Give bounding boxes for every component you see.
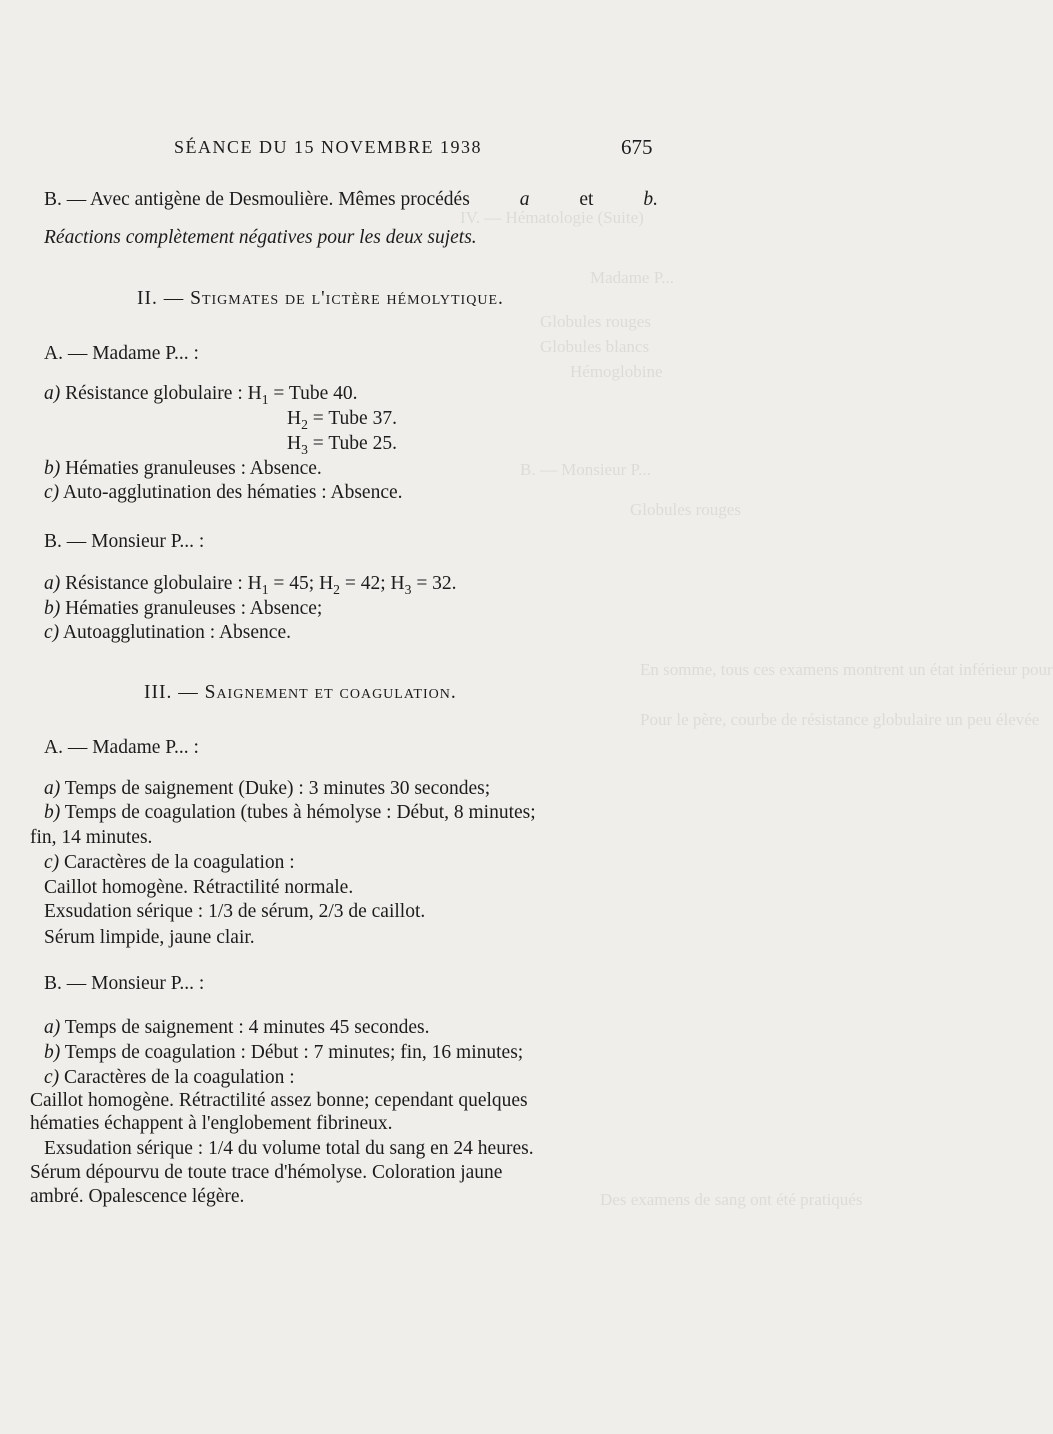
paragraph-line: Sérum dépourvu de toute trace d'hémolyse. Coloration jaune — [30, 1162, 503, 1183]
item-text: = Tube 40. — [268, 383, 358, 404]
paragraph-line: Sérum limpide, jaune clair. — [44, 927, 255, 948]
paragraph-line: Réactions complètement négatives pour les deux sujets. — [44, 227, 477, 248]
item-text: Caractères de la coagulation : — [64, 852, 295, 873]
list-item — [44, 1067, 295, 1089]
subscript: 1 — [261, 391, 269, 407]
item-label: c) — [44, 482, 60, 503]
paragraph-line: hématies échappent à l'englobement fibrineux. — [30, 1113, 393, 1134]
subscript: 3 — [301, 441, 308, 457]
list-item — [44, 383, 358, 405]
subject-heading: B. — Monsieur P... : — [44, 973, 205, 994]
subscript: 1 — [261, 581, 269, 597]
item-text: = 45; H — [268, 573, 334, 594]
item-text: H — [287, 408, 302, 429]
item-label: b) — [44, 802, 61, 823]
paragraph-line: Caillot homogène. Rétractilité normale. — [44, 877, 354, 898]
list-item — [44, 482, 403, 504]
subject-heading: A. — Madame P... : — [44, 737, 199, 758]
paragraph-line: ambré. Opalescence légère. — [30, 1186, 245, 1207]
list-item — [44, 622, 291, 644]
item-label: c) — [44, 852, 60, 873]
list-item — [44, 573, 457, 595]
list-item — [44, 1017, 430, 1039]
item-text: = Tube 37. — [307, 408, 397, 429]
item-label: b) — [44, 458, 61, 479]
document-page: IV. — Hématologie (Suite) Madame P... Globules rouges Globules blancs Hémoglobine B. — Monsieur P... Globules rouges En somme, tous ces examens montrent un état inférieur pour Pour le père, courbe de résistance globulaire un peu élevée Des examens de sang ont été pratiqués SÉANCE DU 15 NOVEMBRE 1938 675 B. — Avec antigène de Desmoulière. Mêmes procédés a et b. Réactions complètement négatives pour les deux sujets. II. — Stigmates de l'ictère hémolytique. A. — Madame P... : a) Résistance globulaire : $H_1$ = Tube 40. $H_2$ = Tube 37. $H_3$ = Tube 25. b) Hématies granuleuses : Absence. c) Auto-agglutination des hématies : Absence. B. — Monsieur P... : a) Résistance globulaire : $H_1 = 45$; $H_2 = 42$; $H_3 = 32$. b) Hématies granuleuses : Absence; c) Autoagglutination : Absence. III. — Saignement et coagulation. A. — Madame P... : a) Temps de saignement (Duke) : 3 minutes 30 secondes; b) Temps de coagulation (tubes à hémolyse : Début, 8 minutes; fin, 14 minutes. c) Caractères de la coagulation : Caillot homogène. Rétractilité normale. Exsudation sérique : 1/3 de sérum, 2/3 de caillot. Sérum limpide, jaune clair. B. — Monsieur P... : a) Temps de saignement : 4 minutes 45 secondes. b) Temps de coagulation : Début : 7 minutes; fin, 16 minutes; c) Caractères de la coagulation : Caillot homogène. Rétractilité assez bonne; cependant quelques hématies échappent à l'englobement fibrineux. Exsudation sérique : 1/4 du volume total du sang en 24 heures. Sérum dépourvu de toute trace d'hémolyse. Coloration jaune ambré. Opalescence légère. — [30, 135, 1053, 1209]
item-text: Temps de saignement : 4 minutes 45 secondes. — [64, 1017, 430, 1038]
item-text: Résistance globulaire : H — [65, 573, 262, 594]
page-number: 675 — [621, 135, 653, 159]
item-text: = 32. — [411, 573, 457, 594]
list-item — [44, 1042, 523, 1064]
item-label: c) — [44, 1067, 60, 1088]
item-text: Auto-agglutination des hématies : Absence. — [62, 482, 403, 503]
item-label: a) — [44, 383, 61, 404]
item-text: = 42; H — [339, 573, 405, 594]
item-text: Hématies granuleuses : Absence; — [65, 598, 323, 619]
list-item — [287, 433, 397, 455]
italic-run: b. — [643, 189, 658, 210]
item-text: Résistance globulaire : H — [65, 383, 262, 404]
item-text: Temps de saignement (Duke) : 3 minutes 30 secondes; — [64, 778, 491, 799]
subject-heading: A. — Madame P... : — [44, 343, 199, 364]
paragraph-line: Exsudation sérique : 1/3 de sérum, 2/3 de caillot. — [44, 901, 426, 922]
item-text: Caractères de la coagulation : — [64, 1067, 295, 1088]
list-item — [44, 802, 536, 824]
item-label: a) — [44, 573, 61, 594]
subject-heading: B. — Monsieur P... : — [44, 531, 205, 552]
item-text: H — [287, 433, 302, 454]
paragraph-line: Exsudation sérique : 1/4 du volume total du sang en 24 heures. — [44, 1138, 534, 1159]
item-label: a) — [44, 1017, 61, 1038]
item-text: Autoagglutination : Absence. — [62, 622, 291, 643]
subscript: 3 — [404, 581, 412, 597]
list-item — [44, 458, 322, 480]
item-label: b) — [44, 598, 61, 619]
subscript: 2 — [333, 581, 340, 597]
list-item — [44, 852, 295, 874]
item-text: Temps de coagulation (tubes à hémolyse : Début, 8 minutes; — [64, 802, 536, 823]
item-label: b) — [44, 1042, 61, 1063]
item-label: a) — [44, 778, 61, 799]
paragraph-line — [44, 189, 658, 211]
text-run: B. — Avec antigène de Desmoulière. Mêmes procédés — [44, 189, 470, 210]
item-text: Temps de coagulation : Début : 7 minutes; fin, 16 minutes; — [64, 1042, 524, 1063]
paragraph-line: Caillot homogène. Rétractilité assez bonne; cependant quelques — [30, 1090, 528, 1111]
text-run: et — [579, 189, 594, 210]
list-item — [287, 408, 397, 430]
list-item — [44, 778, 490, 800]
italic-run: a — [519, 189, 530, 210]
item-text: Hématies granuleuses : Absence. — [65, 458, 322, 479]
paragraph-line: fin, 14 minutes. — [30, 827, 153, 848]
section-heading: III. — Saignement et coagulation. — [144, 682, 457, 703]
item-label: c) — [44, 622, 60, 643]
running-header: SÉANCE DU 15 NOVEMBRE 1938 — [174, 137, 483, 157]
item-text: = Tube 25. — [307, 433, 397, 454]
list-item — [44, 598, 322, 620]
subscript: 2 — [301, 416, 308, 432]
section-heading: II. — Stigmates de l'ictère hémolytique. — [137, 288, 504, 309]
